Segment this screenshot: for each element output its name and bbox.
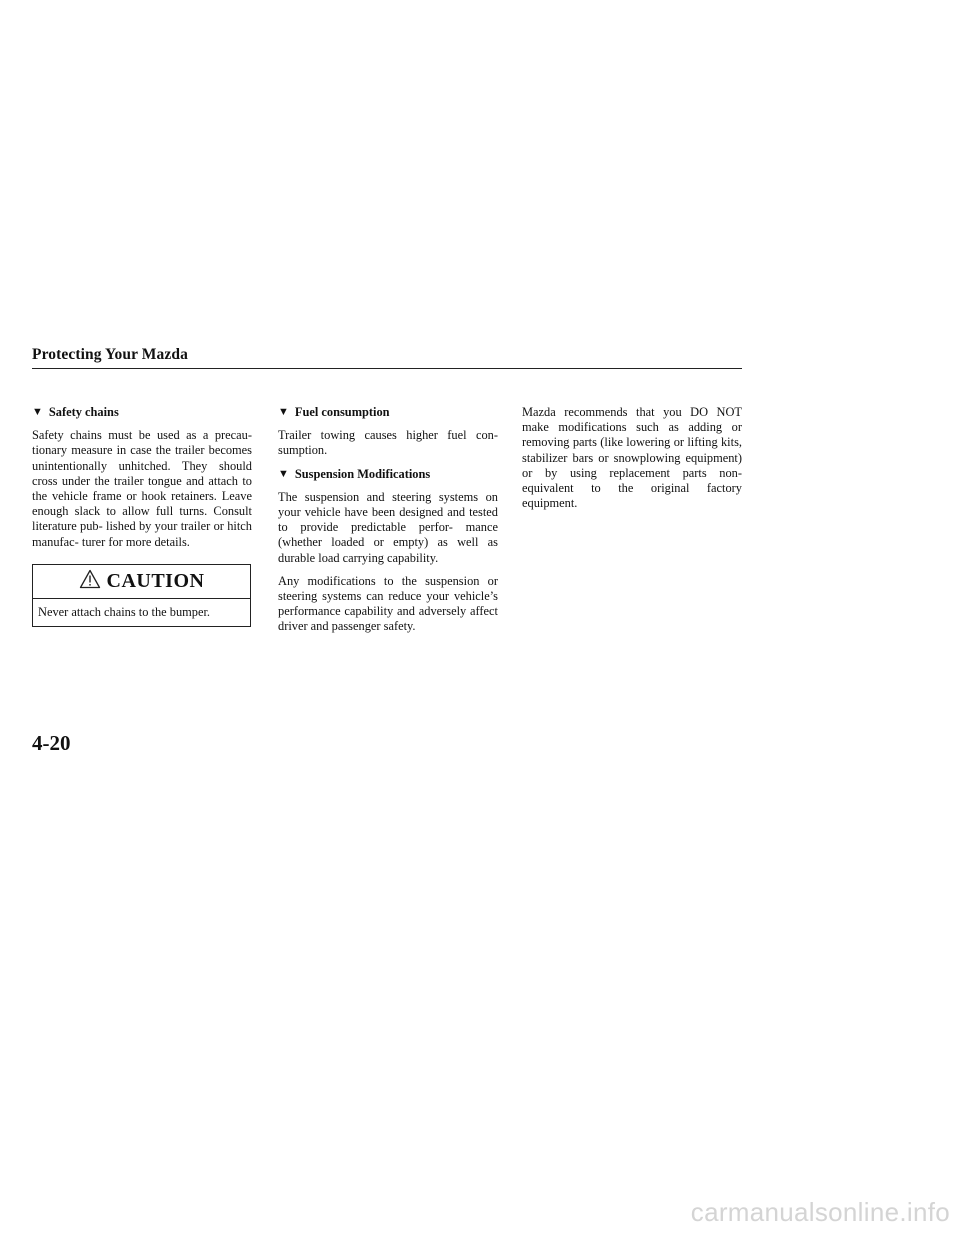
- mazda-recommendation-paragraph: Mazda recommends that you DO NOT make modifications such as adding or removing parts (like lowering or lifting kits, stabilizer bars or snowplowing equipment) or by using replacement parts non-equivalent to the original factory equipment.: [522, 405, 742, 511]
- column-left: [32, 405, 252, 627]
- caution-box: [32, 564, 251, 627]
- caution-text: Never attach chains to the bumper.: [38, 604, 211, 619]
- watermark: carmanualsonline.info: [690, 1197, 950, 1227]
- section-title: Protecting Your Mazda: [32, 346, 188, 363]
- suspension-modifications-heading: [278, 467, 498, 482]
- fuel-consumption-heading: [278, 405, 498, 420]
- suspension-modifications-heading-text: Suspension Modifications: [294, 466, 431, 481]
- safety-chains-heading: [32, 405, 252, 420]
- fuel-consumption-heading-text: Fuel consumption: [294, 405, 390, 419]
- triangle-bullet-icon: ▼: [32, 406, 43, 418]
- safety-chains-paragraph: Safety chains must be used as a precau- tionary measure in case the trailer becomes unintentionally unhitched. They should cross under the trailer tongue and attach to the vehicle frame or hook retainers. Leave enough slack to allow full turns. Consult literature pub- lished by your trailer or hitch manufac- turer for more details.: [32, 428, 252, 549]
- triangle-bullet-icon: ▼: [278, 406, 289, 418]
- column-right: [522, 405, 742, 519]
- fuel-consumption-paragraph: Trailer towing causes higher fuel con- sumption.: [278, 428, 498, 458]
- caution-title: CAUTION: [106, 569, 205, 592]
- header-divider: [32, 368, 742, 369]
- caution-header: [33, 565, 250, 599]
- suspension-design-paragraph: The suspension and steering systems on your vehicle have been designed and tested to provide predictable perfor- mance (whether loaded or empty) as well as durable load carrying capability.: [278, 489, 498, 565]
- triangle-bullet-icon: ▼: [278, 467, 289, 480]
- warning-triangle-icon: [79, 569, 101, 593]
- page-number: 4-20: [32, 731, 71, 755]
- suspension-modifications-paragraph: Any modifications to the suspension or steering systems can reduce your vehicle’s performance capability and adversely affect driver and passenger safety.: [278, 573, 498, 634]
- safety-chains-heading-text: Safety chains: [48, 405, 119, 419]
- column-middle: [278, 405, 498, 643]
